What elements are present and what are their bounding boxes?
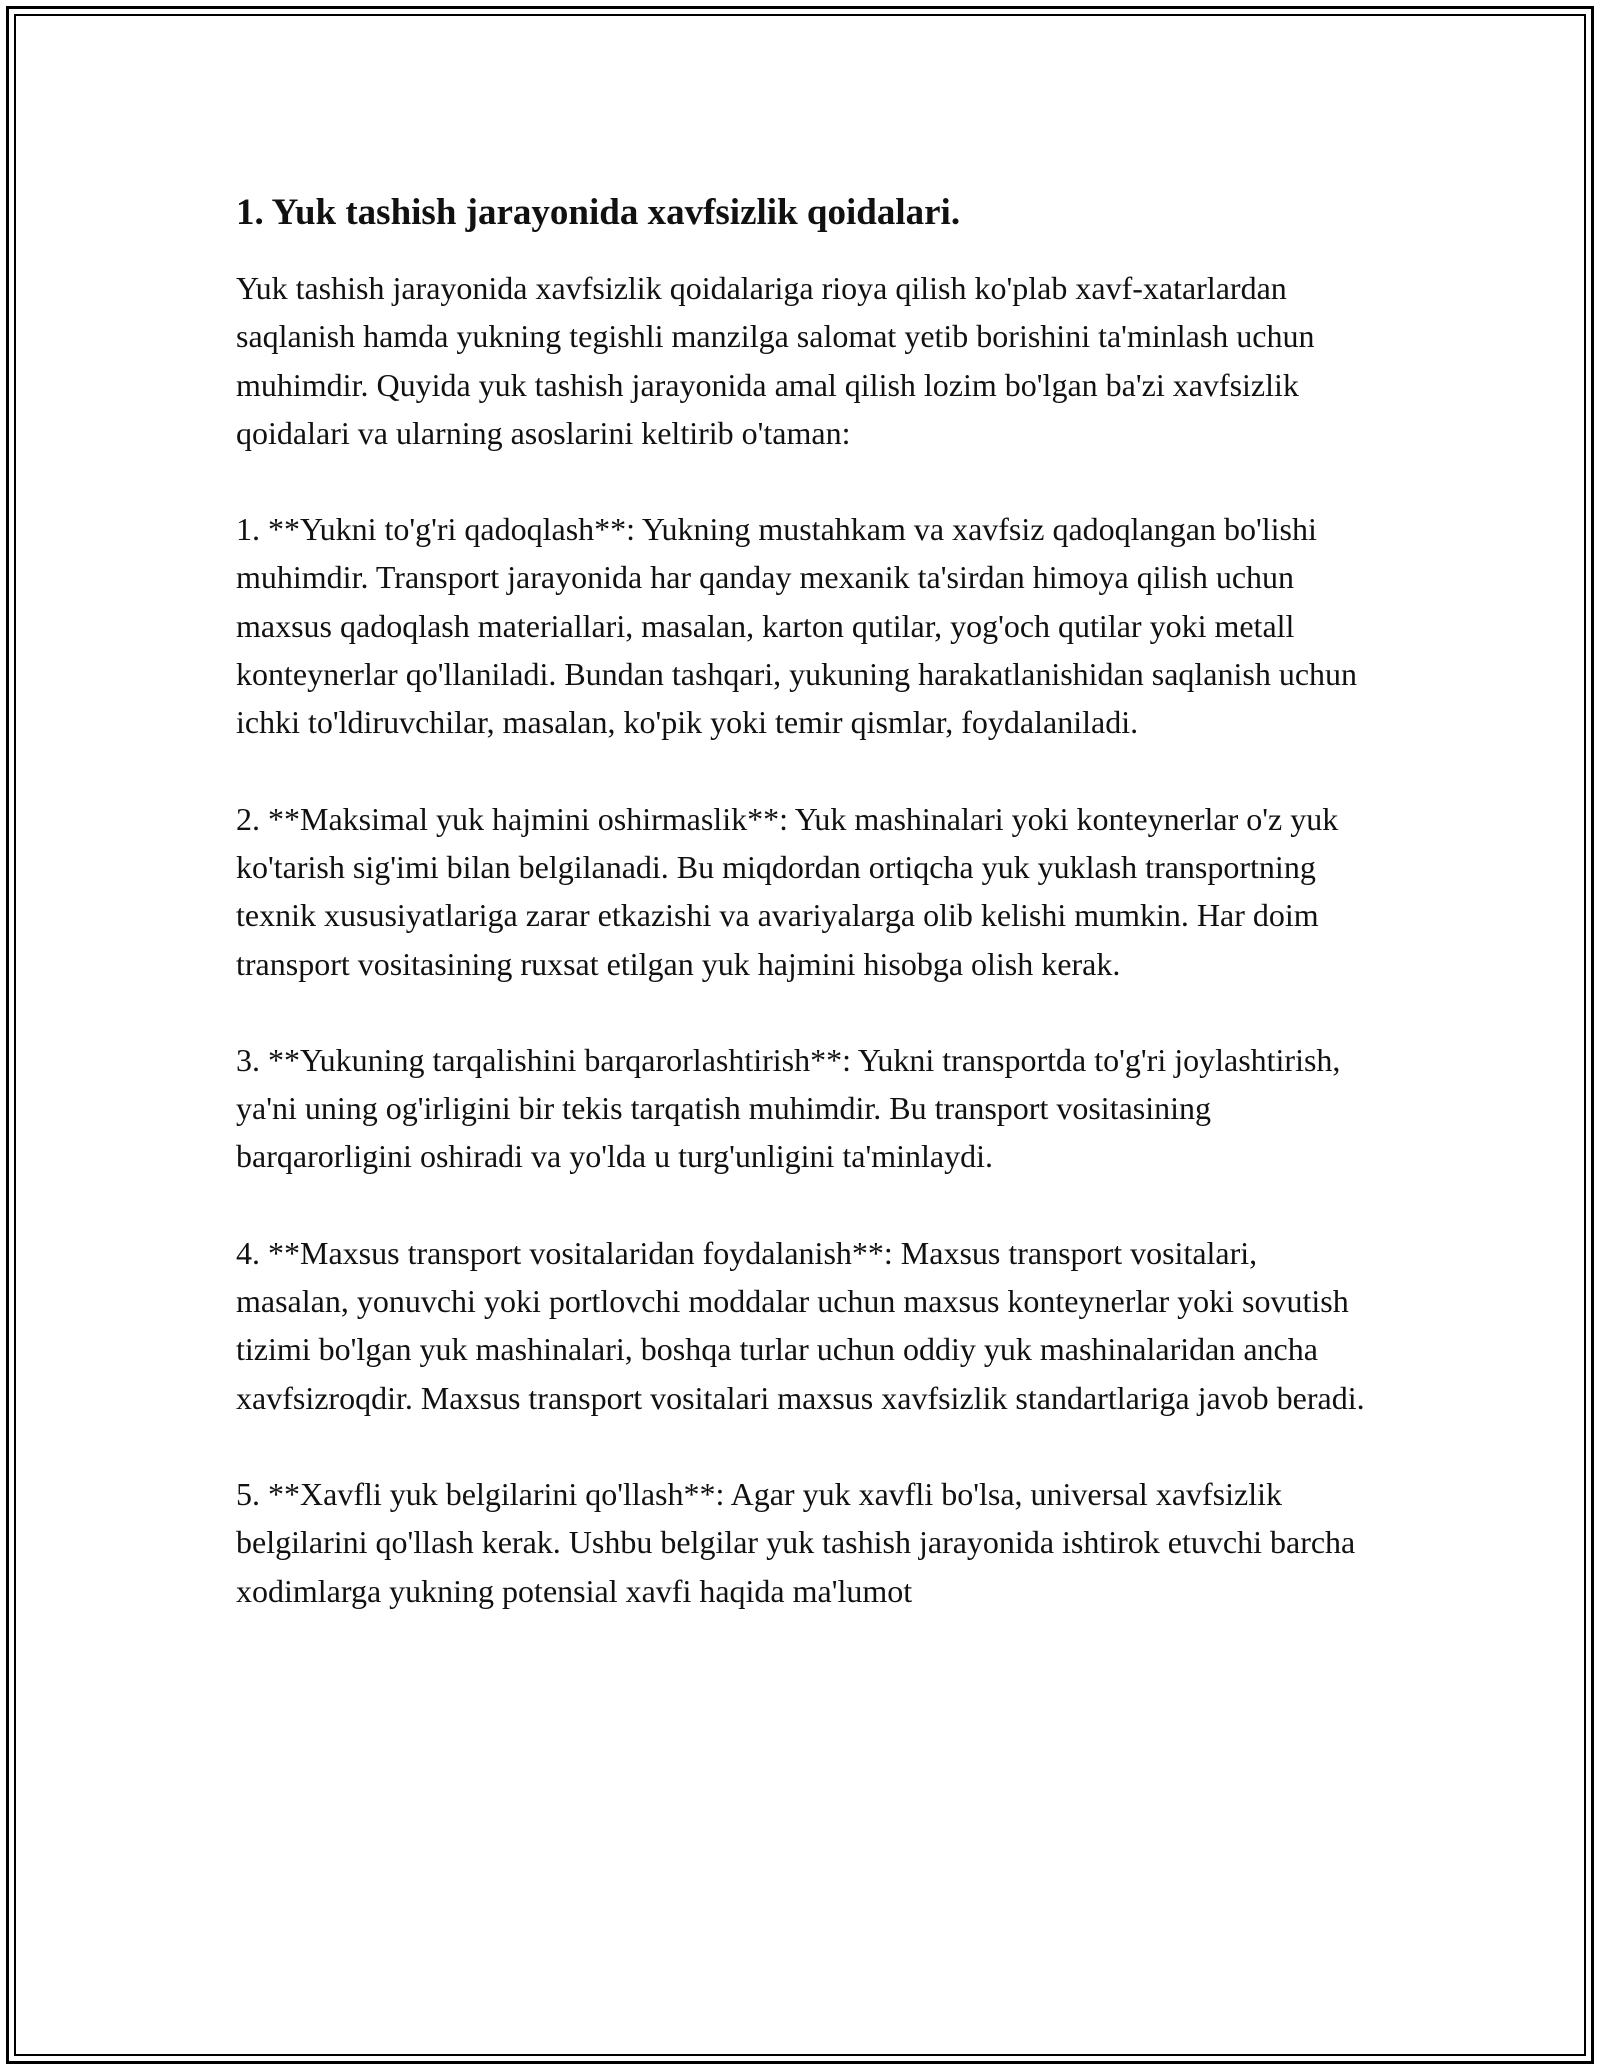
- rule-1-paragraph: 1. **Yukni to'g'ri qadoqlash**: Yukning mustahkam va xavfsiz qadoqlangan bo'lishi muhimdir. Transport jarayonida har qanday mexanik ta'sirdan himoya qilish uchun maxsus qadoqlash materiallari, masalan, karton qutilar, yog'och qutilar yoki metall konteynerlar qo'llaniladi. Bundan tashqari, yukuning harakatlanishidan saqlanish uchun ichki to'ldiruvchilar, masalan, ko'pik yoki temir qismlar, foydalaniladi.: [236, 511, 1358, 741]
- document-body: [236, 188, 1366, 1663]
- rule-3-paragraph: 3. **Yukuning tarqalishini barqarorlashtirish**: Yukni transportda to'g'ri joylashtirish, ya'ni uning og'irligini bir tekis tarqatish muhimdir. Bu transport vositasining barqarorligini oshiradi va yo'lda u turg'unligini ta'minlaydi.: [236, 1041, 1341, 1175]
- rule-4-paragraph: 4. **Maxsus transport vositalaridan foydalanish**: Maxsus transport vositalari, masalan, yonuvchi yoki portlovchi moddalar uchun maxsus konteynerlar yoki sovutish tizimi bo'lgan yuk mashinalari, boshqa turlar uchun oddiy yuk mashinalaridan ancha xavfsizroqdir. Maxsus transport vositalari maxsus xavfsizlik standartlariga javob beradi.: [236, 1234, 1365, 1416]
- document-title: 1. Yuk tashish jarayonida xavfsizlik qoidalari.: [236, 192, 961, 233]
- intro-paragraph: Yuk tashish jarayonida xavfsizlik qoidalariga rioya qilish ko'plab xavf-xatarlardan saqlanish hamda yukning tegishli manzilga salomat yetib borishini ta'minlash uchun muhimdir. Quyida yuk tashish jarayonida amal qilish lozim bo'lgan ba'zi xavfsizlik qoidalari va ularning asoslarini keltirib o'taman:: [236, 270, 1315, 451]
- rule-5-paragraph: 5. **Xavfli yuk belgilarini qo'llash**: Agar yuk xavfli bo'lsa, universal xavfsizlik belgilarini qo'llash kerak. Ushbu belgilar yuk tashish jarayonida ishtirok etuvchi barcha xodimlarga yukning potensial xavfi haqida ma'lumot: [236, 1475, 1356, 1609]
- rule-2-paragraph: 2. **Maksimal yuk hajmini oshirmaslik**: Yuk mashinalari yoki konteynerlar o'z yuk ko'tarish sig'imi bilan belgilanadi. Bu miqdordan ortiqcha yuk yuklash transportning texnik xususiyatlariga zarar etkazishi va avariyalarga olib kelishi mumkin. Har doim transport vositasining ruxsat etilgan yuk hajmini hisobga olish kerak.: [236, 800, 1339, 982]
